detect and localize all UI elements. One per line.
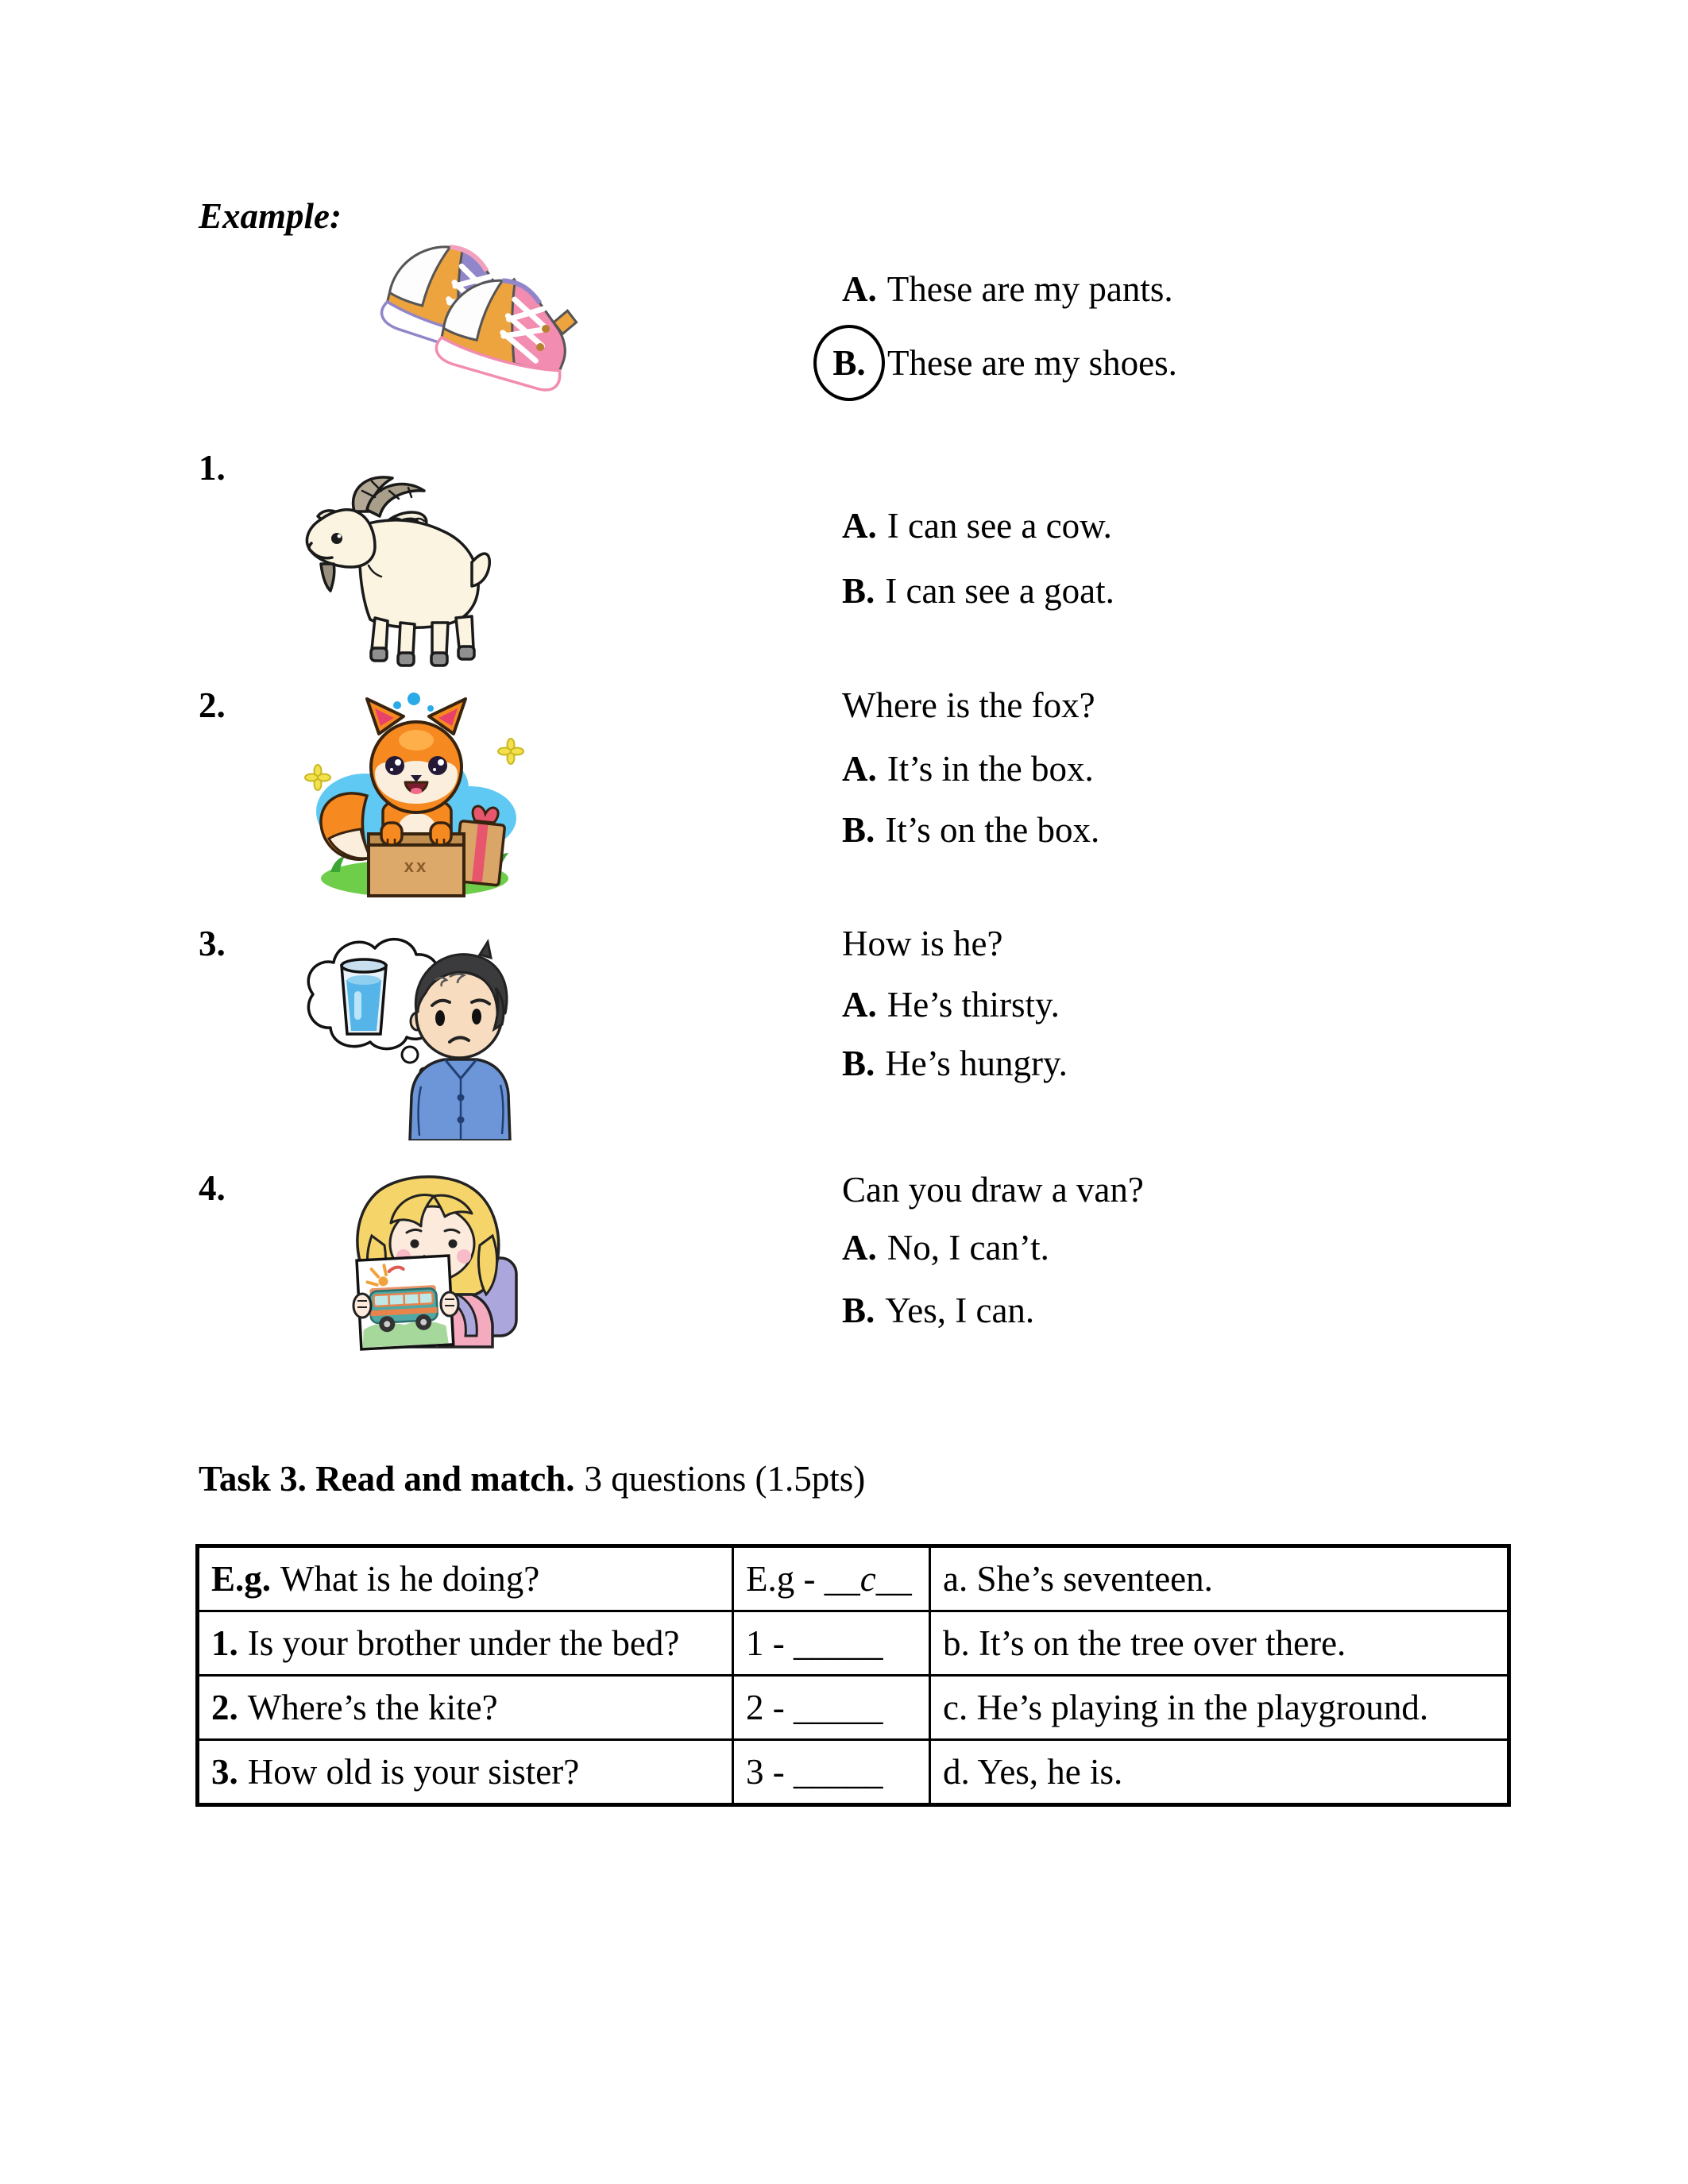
option-text: He’s hungry. xyxy=(885,1044,1068,1083)
question-4-number: 4. xyxy=(199,1168,226,1208)
goat-image xyxy=(292,470,495,670)
question-cell: E.g. What is he doing? xyxy=(198,1546,733,1611)
match-blank-cell: 1 - _____ xyxy=(733,1611,930,1676)
q2-prompt: Where is the fox? xyxy=(842,685,1095,725)
option-text: I can see a cow. xyxy=(886,506,1112,546)
q1-option-b xyxy=(842,570,1114,612)
answer-cell: a. She’s seventeen. xyxy=(930,1546,1509,1611)
question-cell: 2. Where’s the kite? xyxy=(198,1676,733,1740)
match-blank-cell: 2 - _____ xyxy=(733,1676,930,1740)
option-letter: A. xyxy=(842,1228,877,1268)
task3-title xyxy=(199,1458,865,1499)
q3-prompt: How is he? xyxy=(842,924,1003,963)
option-text: It’s on the box. xyxy=(885,810,1100,850)
answer-circle xyxy=(813,325,885,401)
table-row xyxy=(198,1676,1509,1740)
filled-answer: c xyxy=(859,1559,876,1599)
table-row xyxy=(198,1611,1509,1676)
example-option-a xyxy=(842,268,1173,310)
match-blank-cell: E.g - __c__ xyxy=(733,1546,930,1611)
answer-cell: c. He’s playing in the playground. xyxy=(930,1676,1509,1740)
question-cell: 1. Is your brother under the bed? xyxy=(198,1611,733,1676)
option-text: These are my pants. xyxy=(886,269,1173,309)
girl-with-van-drawing-image xyxy=(316,1164,535,1356)
answer-cell: b. It’s on the tree over there. xyxy=(930,1611,1509,1676)
option-letter: A. xyxy=(842,985,877,1024)
option-letter: A. xyxy=(842,269,877,309)
example-label: Example: xyxy=(199,196,342,236)
task3-title-bold: Task 3. Read and match. xyxy=(199,1459,575,1499)
question-2-number: 2. xyxy=(199,685,226,725)
option-text: These are my shoes. xyxy=(887,343,1177,383)
question-1-number: 1. xyxy=(199,448,226,488)
option-text: I can see a goat. xyxy=(885,571,1114,611)
option-text: He’s thirsty. xyxy=(886,985,1060,1024)
q2-option-a xyxy=(842,748,1094,789)
option-letter: B. xyxy=(842,1291,875,1330)
q4-option-a xyxy=(842,1227,1049,1268)
question-3-number: 3. xyxy=(199,924,226,963)
thirsty-boy-image xyxy=(292,928,539,1140)
q4-prompt: Can you draw a van? xyxy=(842,1170,1144,1210)
q3-option-b xyxy=(842,1043,1068,1084)
option-text: It’s in the box. xyxy=(886,749,1094,789)
option-text: Yes, I can. xyxy=(885,1291,1035,1330)
option-letter: B. xyxy=(842,571,875,611)
option-letter: B. xyxy=(842,1044,875,1083)
table-row xyxy=(198,1546,1509,1611)
option-text: No, I can’t. xyxy=(886,1228,1049,1268)
answer-cell: d. Yes, he is. xyxy=(930,1740,1509,1805)
task3-title-rest: 3 questions (1.5pts) xyxy=(584,1459,866,1499)
table-row xyxy=(198,1740,1509,1805)
option-letter: A. xyxy=(842,749,877,789)
q1-option-a xyxy=(842,505,1112,546)
match-blank-cell: 3 - _____ xyxy=(733,1740,930,1805)
option-letter: B. xyxy=(842,810,875,850)
q3-option-a xyxy=(842,984,1060,1025)
read-and-match-table xyxy=(195,1544,1511,1807)
box-label: xx xyxy=(404,856,429,876)
fox-on-box-image xyxy=(302,693,528,901)
shoes-image xyxy=(373,230,588,401)
q2-option-b xyxy=(842,809,1099,851)
option-letter: B. xyxy=(832,343,866,383)
q4-option-b xyxy=(842,1290,1034,1331)
question-cell: 3. How old is your sister? xyxy=(198,1740,733,1805)
example-option-b xyxy=(832,325,1177,401)
option-letter: A. xyxy=(842,506,877,546)
